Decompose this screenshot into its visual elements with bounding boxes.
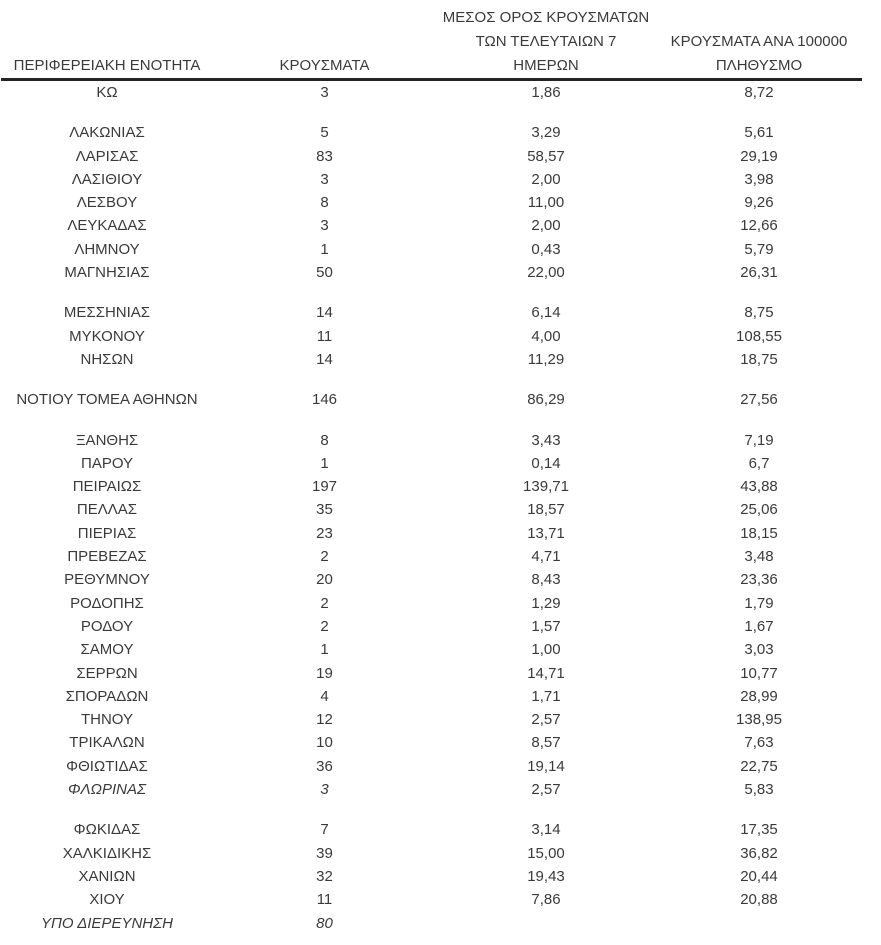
cell-cases: 7 (320, 821, 329, 839)
cell-region-name: ΠΑΡΟΥ (80, 454, 134, 472)
cell-cases: 2 (320, 594, 329, 612)
cell-per100k: 3,98 (744, 170, 774, 188)
cell-avg7: 18,57 (527, 501, 565, 519)
cell-cases: 14 (316, 304, 333, 322)
cell-cases: 2 (320, 548, 329, 566)
cell-per100k: 7,19 (744, 431, 774, 449)
cell-cases: 12 (316, 711, 333, 729)
cell-cases: 3 (320, 217, 329, 235)
table-row (1, 638, 862, 661)
table-row (1, 475, 862, 498)
cell-region-name: ΧΙΟΥ (89, 891, 125, 909)
cell-avg7: 2,57 (531, 781, 561, 799)
regional-cases-table (1, 0, 862, 935)
cell-cases: 2 (320, 617, 329, 635)
cell-per100k: 3,48 (744, 548, 774, 566)
cell-region-name: ΡΕΘΥΜΝΟΥ (64, 571, 150, 589)
cell-avg7: 14,71 (527, 664, 565, 682)
cell-region-name: ΠΕΙΡΑΙΩΣ (72, 478, 142, 496)
cell-region-name: ΛΗΜΝΟΥ (74, 240, 140, 258)
cell-cases: 1 (320, 240, 329, 258)
cell-per100k: 20,44 (740, 867, 778, 885)
column-header-text: ΗΜΕΡΩΝ (513, 57, 579, 74)
table-row (1, 238, 862, 261)
cell-avg7: 2,00 (531, 170, 561, 188)
cell-cases: 19 (316, 664, 333, 682)
cell-region-name: ΠΙΕΡΙΑΣ (77, 524, 137, 542)
cell-cases: 5 (320, 124, 329, 142)
cell-region-name: ΦΘΙΩΤΙΔΑΣ (66, 757, 148, 775)
column-header-region-name (1, 54, 213, 78)
cell-per100k: 108,55 (736, 327, 782, 345)
cell-region-name: ΝΟΤΙΟΥ ΤΟΜΕΑ ΑΘΗΝΩΝ (16, 391, 198, 409)
table-row (1, 452, 862, 475)
table-row (1, 662, 862, 685)
column-header-text: ΠΛΗΘΥΣΜΟ (715, 57, 803, 74)
cell-avg7: 1,29 (531, 594, 561, 612)
cell-region-name: ΦΛΩΡΙΝΑΣ (68, 781, 146, 799)
cell-per100k: 18,75 (740, 350, 778, 368)
cell-avg7: 4,71 (531, 548, 561, 566)
cell-cases: 1 (320, 454, 329, 472)
cell-per100k: 23,36 (740, 571, 778, 589)
cell-avg7: 1,86 (531, 84, 561, 101)
cell-per100k: 17,35 (740, 821, 778, 839)
cell-per100k: 20,88 (740, 891, 778, 909)
cell-region-name: ΠΕΛΛΑΣ (76, 501, 138, 519)
cell-avg7: 0,14 (531, 454, 561, 472)
cell-cases: 3 (320, 781, 329, 799)
cell-cases: 80 (316, 914, 333, 932)
cell-per100k: 43,88 (740, 478, 778, 496)
cell-per100k: 18,15 (740, 524, 778, 542)
cell-region-name: ΥΠΟ ΔΙΕΡΕΥΝΗΣΗ (41, 914, 173, 932)
cell-cases: 1 (320, 641, 329, 659)
cell-region-name: ΤΡΙΚΑΛΩΝ (69, 734, 145, 752)
cell-cases: 4 (320, 687, 329, 705)
table-row (1, 522, 862, 545)
table-row (1, 191, 862, 214)
table-row (1, 388, 862, 411)
cell-region-name: ΡΟΔΟΠΗΣ (70, 594, 144, 612)
cell-avg7: 8,57 (531, 734, 561, 752)
table-row (1, 429, 862, 452)
cell-cases: 32 (316, 867, 333, 885)
cell-avg7: 2,00 (531, 217, 561, 235)
table-header (1, 0, 862, 81)
cell-region-name: ΣΑΜΟΥ (80, 641, 134, 659)
cell-avg7: 11,29 (527, 350, 565, 368)
cell-cases: 8 (320, 431, 329, 449)
cell-region-name: ΛΑΡΙΣΑΣ (75, 147, 139, 165)
cell-per100k: 9,26 (744, 194, 774, 212)
cell-region-name: ΛΑΚΩΝΙΑΣ (69, 124, 145, 142)
column-header-text: ΤΩΝ ΤΕΛΕΥΤΑΙΩΝ 7 (475, 33, 617, 50)
cell-avg7: 0,43 (531, 240, 561, 258)
cell-avg7: 4,00 (531, 327, 561, 345)
cell-cases: 20 (316, 571, 333, 589)
cell-per100k: 22,75 (740, 757, 778, 775)
table-row (1, 348, 862, 371)
cell-region-name: ΣΠΟΡΑΔΩΝ (65, 687, 149, 705)
cell-avg7: 15,00 (527, 844, 565, 862)
cell-per100k: 10,77 (740, 664, 778, 682)
cell-cases: 50 (316, 264, 333, 282)
table-row (1, 755, 862, 778)
table-row (1, 842, 862, 865)
cell-region-name: ΡΟΔΟΥ (80, 617, 134, 635)
cell-region-name: ΧΑΝΙΩΝ (78, 867, 136, 885)
table-row (1, 325, 862, 348)
cell-avg7: 8,43 (531, 571, 561, 589)
column-header-cases (213, 54, 436, 78)
table-row (1, 121, 862, 144)
table-row (1, 145, 862, 168)
table-row (1, 592, 862, 615)
table-row (1, 568, 862, 591)
cell-region-name: ΧΑΛΚΙΔΙΚΗΣ (62, 844, 152, 862)
column-header-per100k (656, 30, 862, 78)
cell-region-name: ΦΩΚΙΔΑΣ (73, 821, 141, 839)
table-row (1, 81, 862, 104)
cell-avg7: 19,43 (527, 867, 565, 885)
cell-cases: 8 (320, 194, 329, 212)
cell-per100k: 12,66 (740, 217, 778, 235)
cell-per100k: 138,95 (736, 711, 782, 729)
cell-cases: 146 (311, 391, 338, 409)
column-header-text: ΜΕΣΟΣ ΟΡΟΣ ΚΡΟΥΣΜΑΤΩΝ (442, 9, 650, 26)
cell-cases: 11 (316, 327, 333, 345)
cell-per100k: 29,19 (740, 147, 778, 165)
table-row (1, 301, 862, 324)
cell-per100k: 1,79 (744, 594, 774, 612)
column-header-avg7 (436, 6, 656, 78)
cell-per100k: 8,72 (744, 84, 774, 101)
table-row (1, 818, 862, 841)
cell-avg7: 58,57 (527, 147, 565, 165)
cell-cases: 197 (311, 478, 338, 496)
cell-avg7: 1,57 (531, 617, 561, 635)
cell-avg7: 86,29 (527, 391, 565, 409)
cell-avg7: 3,29 (531, 124, 561, 142)
cell-avg7: 19,14 (527, 757, 565, 775)
cell-per100k: 25,06 (740, 501, 778, 519)
cell-region-name: ΝΗΣΩΝ (80, 350, 134, 368)
cell-cases: 23 (316, 524, 333, 542)
cell-avg7: 1,00 (531, 641, 561, 659)
cell-avg7: 11,00 (527, 194, 565, 212)
column-header-text: ΠΕΡΙΦΕΡΕΙΑΚΗ ΕΝΟΤΗΤΑ (13, 57, 201, 74)
cell-avg7: 13,71 (527, 524, 565, 542)
cell-region-name: ΚΩ (96, 84, 118, 101)
cell-per100k: 5,61 (744, 124, 774, 142)
cell-cases: 3 (320, 170, 329, 188)
cell-per100k: 28,99 (740, 687, 778, 705)
cell-region-name: ΜΑΓΝΗΣΙΑΣ (64, 264, 150, 282)
cell-cases: 39 (316, 844, 333, 862)
table-row (1, 498, 862, 521)
table-row (1, 685, 862, 708)
cell-avg7: 3,43 (531, 431, 561, 449)
cell-avg7: 7,86 (531, 891, 561, 909)
cell-region-name: ΛΕΥΚΑΔΑΣ (67, 217, 147, 235)
cell-avg7: 2,57 (531, 711, 561, 729)
table-row (1, 888, 862, 911)
cell-cases: 3 (320, 84, 329, 101)
table-body (1, 81, 862, 935)
table-row (1, 214, 862, 237)
cell-region-name: ΤΗΝΟΥ (80, 711, 134, 729)
cell-per100k: 1,67 (744, 617, 774, 635)
cell-per100k: 5,83 (744, 781, 774, 799)
cell-avg7: 6,14 (531, 304, 561, 322)
table-row (1, 261, 862, 284)
cell-cases: 36 (316, 757, 333, 775)
cell-per100k: 36,82 (740, 844, 778, 862)
cell-per100k: 7,63 (744, 734, 774, 752)
cell-region-name: ΛΑΣΙΘΙΟΥ (71, 170, 143, 188)
table-row (1, 778, 862, 801)
cell-cases: 35 (316, 501, 333, 519)
table-row (1, 708, 862, 731)
cell-avg7: 22,00 (527, 264, 565, 282)
column-header-text: ΚΡΟΥΣΜΑΤΑ ΑΝΑ 100000 (670, 33, 848, 50)
cell-per100k: 6,7 (748, 454, 770, 472)
table-row (1, 168, 862, 191)
cell-cases: 10 (316, 734, 333, 752)
table-row (1, 615, 862, 638)
cell-region-name: ΛΕΣΒΟΥ (76, 194, 138, 212)
cell-avg7: 139,71 (523, 478, 569, 496)
cell-cases: 83 (316, 147, 333, 165)
cell-region-name: ΞΑΝΘΗΣ (75, 431, 139, 449)
cell-per100k: 3,03 (744, 641, 774, 659)
table-row (1, 545, 862, 568)
cell-cases: 14 (316, 350, 333, 368)
cell-region-name: ΠΡΕΒΕΖΑΣ (67, 548, 147, 566)
table-row (1, 731, 862, 754)
cell-avg7: 1,71 (531, 687, 561, 705)
cell-per100k: 5,79 (744, 240, 774, 258)
cell-region-name: ΜΥΚΟΝΟΥ (69, 327, 145, 345)
cell-region-name: ΜΕΣΣΗΝΙΑΣ (63, 304, 151, 322)
cell-per100k: 8,75 (744, 304, 774, 322)
cell-per100k: 26,31 (740, 264, 778, 282)
cell-region-name: ΣΕΡΡΩΝ (76, 664, 138, 682)
cell-cases: 11 (316, 891, 333, 909)
cell-per100k: 27,56 (740, 391, 778, 409)
cell-avg7: 3,14 (531, 821, 561, 839)
table-row (1, 865, 862, 888)
table-row (1, 912, 862, 935)
column-header-text: ΚΡΟΥΣΜΑΤΑ (279, 57, 370, 74)
